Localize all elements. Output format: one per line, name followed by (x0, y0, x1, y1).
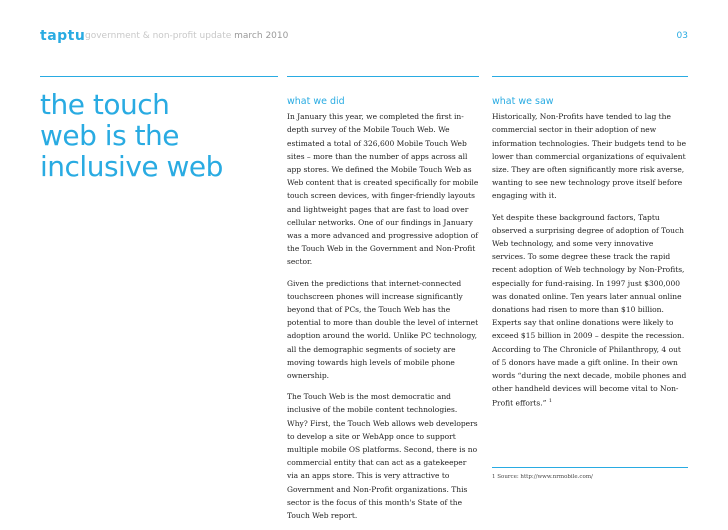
paragraph: In January this year, we completed the first in-depth survey of the Mobile Touch Web. We estimated a total of 326,600 Mobile Touch Web sites – more than the number of apps across all app stores. We defined the Mobile Touch Web as Web content that is created specifically for mobile touch screen devices, with finger-friendly layouts and lightweight pages that are fast to load over cellular networks. One of our findings in January was a more advanced and progressive adoption of the Touch Web in the Government and Non-Profit sector. (287, 112, 479, 267)
paragraph (492, 211, 688, 411)
title-line: inclusive web (40, 150, 223, 183)
page-title (40, 89, 223, 182)
title-line: web is the (40, 119, 180, 152)
column-what-we-did (287, 95, 479, 530)
page-header (40, 23, 688, 47)
col2-divider (492, 76, 688, 77)
column-heading: what we saw (492, 96, 554, 107)
page-number: 03 (676, 31, 688, 41)
footnote-marker: 1 (548, 398, 553, 405)
title-line: the touch (40, 88, 170, 121)
column-what-we-saw (492, 95, 688, 418)
footnote: 1 Source: http://www.nrmobile.com/ (492, 474, 593, 480)
paragraph: The Touch Web is the most democratic and inclusive of the mobile content technologies. Why? First, the Touch Web allows web developers to develop a site or WebApp once to support multiple mobile OS platforms. Second, there is no commercial entity that can act as a gatekeeper via an apps store. This is very attractive to Government and Non-Profit organizations. This sector is the focus of this month's State of the Touch Web report. (287, 392, 478, 521)
taptu-logo: taptu (40, 28, 86, 44)
header-title (85, 31, 288, 41)
paragraph: Given the predictions that internet-connected touchscreen phones will increase significantly beyond that of PCs, the Touch Web has the potential to more than double the level of internet adoption around the world. Unlike PC technology, all the demographic segments of society are moving towards high levels of mobile phone ownership. (287, 278, 479, 381)
paragraph: Historically, Non-Profits have tended to lag the commercial sector in their adoption of new information technologies. Their budgets tend to be lower than commercial organizations of equivalent size. They are often significantly more risk averse, wanting to see new technology prove itself before engaging with it. (492, 112, 687, 201)
header-title-accent: government & non-profit update (85, 31, 232, 41)
paragraph-text: Yet despite these background factors, Taptu observed a surprising degree of adoption of Touch Web technology, and some very innovative services. To some degree these track the rapid recent adoption of Web technology by Non-Profits, especially for fund-raising. In 1997 just $300,000 was donated online. Ten years later annual online donations had risen to more than $10 billion. Experts say that online donations were likely to exceed $15 billion in 2009 – despite the recession. According to The Chronicle of Philanthropy, 4 out of 5 donors have made a gift online. In their own words “during the next decade, mobile phones and other handheld devices will become vital to Non-Profit efforts.” (492, 212, 687, 408)
footnote-divider (492, 467, 688, 468)
header-title-date: march 2010 (234, 31, 289, 41)
column-heading: what we did (287, 96, 345, 107)
col1-divider (287, 76, 479, 77)
title-divider (40, 76, 278, 77)
